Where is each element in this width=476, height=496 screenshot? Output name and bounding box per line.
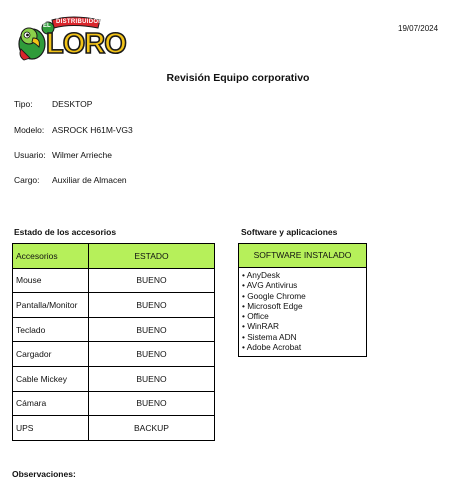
- list-item: • AnyDesk: [242, 270, 366, 280]
- logo-main-text: LORO: [46, 28, 126, 60]
- field-value: Wilmer Arrieche: [52, 150, 112, 160]
- document-date: 19/07/2024: [398, 24, 439, 33]
- accessory-name: Mouse: [13, 268, 89, 293]
- observations-label: Observaciones:: [12, 469, 76, 479]
- table-row: [13, 317, 215, 342]
- accessory-name: Teclado: [13, 317, 89, 342]
- list-item: • WinRAR: [242, 321, 366, 331]
- accessory-status: BUENO: [89, 342, 215, 367]
- list-item: • Google Chrome: [242, 291, 366, 301]
- software-section-title: Software y aplicaciones: [241, 227, 338, 237]
- accessory-name: Cámara: [13, 391, 89, 416]
- company-logo: [12, 14, 126, 62]
- field-label: Tipo:: [14, 99, 33, 109]
- field-label: Modelo:: [14, 125, 45, 135]
- table-row: [13, 268, 215, 293]
- software-header: SOFTWARE INSTALADO: [239, 244, 366, 268]
- software-box: [238, 243, 367, 357]
- software-list: [239, 268, 366, 356]
- field-tipo: [14, 99, 92, 109]
- accessory-name: Pantalla/Monitor: [13, 293, 89, 318]
- accessories-table: [12, 243, 215, 441]
- field-cargo: [14, 175, 127, 185]
- list-item: • Adobe Acrobat: [242, 342, 366, 352]
- field-label: Cargo:: [14, 175, 40, 185]
- field-value: Auxiliar de Almacen: [52, 175, 127, 185]
- table-row: [13, 342, 215, 367]
- list-item: • Sistema ADN: [242, 332, 366, 342]
- accessory-name: Cable Mickey: [13, 366, 89, 391]
- list-item: • AVG Antivirus: [242, 280, 366, 290]
- list-item: • Office: [242, 311, 366, 321]
- column-header-accesorios: Accesorios: [13, 244, 89, 269]
- accessory-status: BUENO: [89, 366, 215, 391]
- field-value: DESKTOP: [52, 99, 93, 109]
- accessory-status: BUENO: [89, 317, 215, 342]
- table-row: [13, 293, 215, 318]
- table-row: [13, 391, 215, 416]
- field-usuario: [14, 150, 112, 160]
- accessory-status: BUENO: [89, 268, 215, 293]
- page-title: Revisión Equipo corporativo: [166, 72, 310, 84]
- accessory-status: BUENO: [89, 391, 215, 416]
- field-label: Usuario:: [14, 150, 46, 160]
- accessory-name: UPS: [13, 416, 89, 441]
- accessory-status: BUENO: [89, 293, 215, 318]
- accessory-status: BACKUP: [89, 416, 215, 441]
- table-row: [13, 366, 215, 391]
- field-modelo: [14, 125, 133, 135]
- accessory-name: Cargador: [13, 342, 89, 367]
- logo-small-text: DISTRIBUIDORA: [56, 19, 108, 25]
- field-value: ASROCK H61M-VG3: [52, 125, 133, 135]
- table-header-row: [13, 244, 215, 269]
- table-row: [13, 416, 215, 441]
- accessories-section-title: Estado de los accesorios: [14, 227, 117, 237]
- logo-el-text: EL: [43, 23, 51, 29]
- column-header-estado: ESTADO: [89, 244, 215, 269]
- list-item: • Microsoft Edge: [242, 301, 366, 311]
